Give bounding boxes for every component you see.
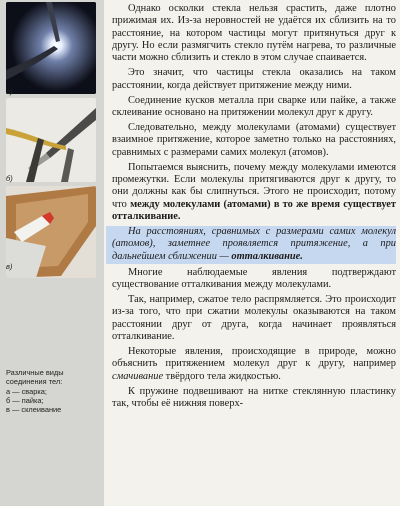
body-text xyxy=(112,3,396,413)
caption-line: б — пайка; xyxy=(6,395,44,405)
paragraph: Многие наблюдаемые явления подтверждают существование отталкивания между молекулами. xyxy=(112,266,396,291)
photo-b-label: б) xyxy=(6,174,13,183)
paragraph: Однако осколки стекла нельзя срастить, даже плотно прижимая их. Из-за неровностей не удаётся их сблизить на то расстояние, на котором частицы могут притянуться друг к другу. Но если размягчить стекло путём нагрева, то различные части можно сблизить и стекло в этом случае спаивается. xyxy=(112,3,396,64)
definition-emphasis: отталкивание. xyxy=(231,250,303,262)
paragraph: Это значит, что частицы стекла оказались на таком расстоянии, когда действует притяжение между ними. xyxy=(112,67,396,91)
paragraph: Следовательно, между молекулами (атомами) существует взаимное притяжение, которое заметно только на расстояниях, сравнимых с размерами самих молекул (атомов). xyxy=(112,121,396,158)
caption-line: соединения тел: xyxy=(6,377,63,387)
paragraph: Попытаемся выяснить, почему между молекулами имеются промежутки. Если молекулы притягиваются друг к другу, то они должны как бы слипнуться. Этого не происходит, потому что между молекулами (атомами) в то же время существует отталкивание. xyxy=(112,161,396,222)
paragraph: К пружине подвешивают на нитке стеклянную пластинку так, чтобы её нижняя поверх- xyxy=(112,385,396,410)
figure-caption xyxy=(6,368,100,414)
welding-photo xyxy=(6,2,96,94)
paragraph: Некоторые явления, происходящие в природе, можно объяснить притяжением молекул друг к другу, например смачивание твёрдого тела жидкостью. xyxy=(112,346,396,382)
paragraph: Так, например, сжатое тело распрямляется. Это происходит из-за того, что при сжатии молекулы оказываются на таком расстоянии друг от друга, когда начинает проявляться отталкивание. xyxy=(112,294,396,343)
photo-a-label: а) xyxy=(6,87,13,96)
definition-box: На расстояниях, сравнимых с размерами самих молекул (атомов), заметнее проявляется притяжение, а при дальнейшем сближении — отталкивание. xyxy=(106,226,396,264)
caption-line: Различные виды xyxy=(6,368,64,377)
bold-conclusion: между молекулами (атомами) в то же время существует отталкивание. xyxy=(112,198,396,222)
illustration-column xyxy=(0,0,104,506)
caption-line: в — склеивание xyxy=(6,405,62,415)
wetting-term: смачивание xyxy=(112,370,164,382)
caption-line: а — сварка; xyxy=(6,386,47,396)
soldering-photo xyxy=(6,98,96,182)
photo-v-label: в) xyxy=(6,262,13,271)
gluing-photo xyxy=(6,186,96,278)
paragraph: Соединение кусков металла при сварке или пайке, а также склеивание основано на притяжении молекул друг к другу. xyxy=(112,94,396,118)
